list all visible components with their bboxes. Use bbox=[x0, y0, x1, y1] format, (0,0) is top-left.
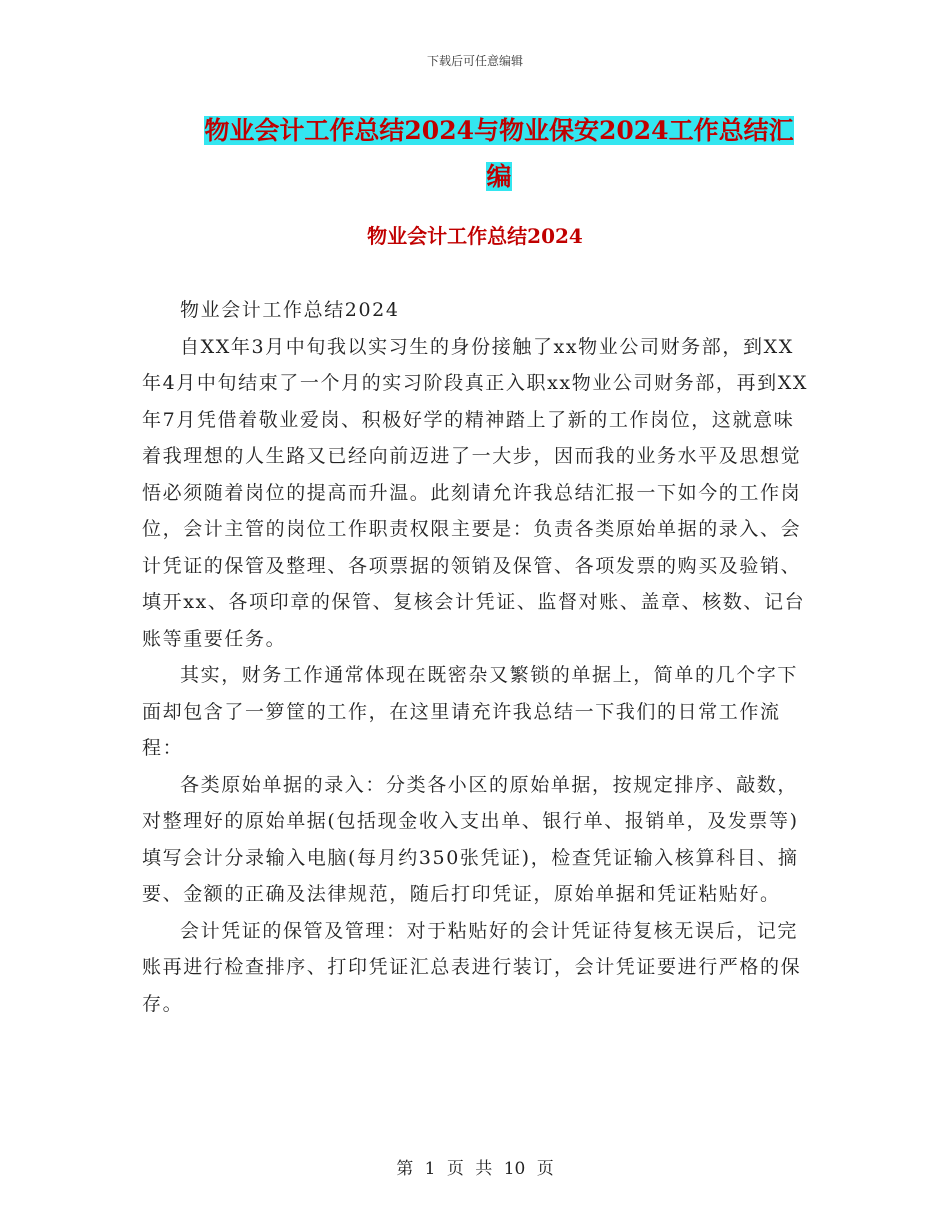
section-title: 物业会计工作总结2024 bbox=[367, 224, 583, 248]
document-title-text: 物业会计工作总结2024与物业保安2024工作总结汇编 bbox=[204, 116, 794, 191]
document-title bbox=[196, 108, 802, 200]
paragraph: 各类原始单据的录入：分类各小区的原始单据，按规定排序、敲数，对整理好的原始单据(包括现金收入支出单、银行单、报销单，及发票等)填写会计分录输入电脑(每月约350张凭证)，检查凭证输入核算科目、摘要、金额的正确及法律规范，随后打印凭证，原始单据和凭证粘贴好。 bbox=[142, 773, 799, 905]
page-footer: 第 1 页 共 10 页 bbox=[396, 1159, 554, 1179]
paragraph: 会计凭证的保管及管理：对于粘贴好的会计凭证待复核无误后，记完账再进行检查排序、打印凭证汇总表进行装订，会计凭证要进行严格的保存。 bbox=[142, 919, 802, 1015]
paragraph: 其实，财务工作通常体现在既密杂又繁锁的单据上，简单的几个字下面却包含了一箩筐的工作，在这里请充许我总结一下我们的日常工作流程： bbox=[142, 664, 799, 759]
document-body bbox=[142, 292, 814, 1022]
header-note: 下载后可任意编辑 bbox=[426, 54, 523, 68]
paragraph: 物业会计工作总结2024 bbox=[180, 299, 400, 321]
paragraph: 自XX年3月中旬我以实习生的身份接触了xx物业公司财务部，到XX年4月中旬结束了一个月的实习阶段真正入职xx物业公司财务部，再到XX年7月凭借着敬业爱岗、积极好学的精神踏上了新的工作岗位，这就意味着我理想的人生路又已经向前迈进了一大步，因而我的业务水平及思想觉悟必须随着岗位的提高而升温。此刻请允许我总结汇报一下如今的工作岗位，会计主管的岗位工作职责权限主要是：负责各类原始单据的录入、会计凭证的保管及整理、各项票据的领销及保管、各项发票的购买及验销、填开xx、各项印章的保管、复核会计凭证、监督对账、盖章、核数、记台账等重要任务。 bbox=[142, 335, 808, 650]
